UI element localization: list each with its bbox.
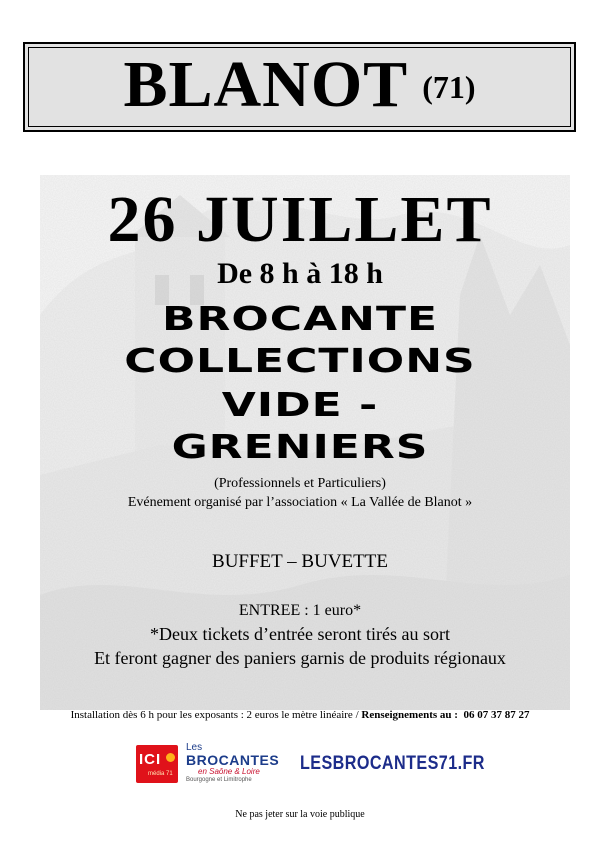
event-hours: De 8 h à 18 h: [217, 257, 383, 290]
ici-media-logo: [136, 745, 178, 783]
les-brocantes-sub: Bourgogne et Limitrophe: [186, 777, 252, 783]
installation-info: [0, 709, 600, 721]
ici-logo-text: ICI: [139, 751, 162, 768]
les-brocantes-logo: [184, 741, 294, 789]
headline-vide: VIDE -: [221, 386, 379, 425]
participants-note: (Professionnels et Particuliers): [214, 476, 386, 491]
website-url: LESBROCANTES71.FR: [300, 753, 485, 774]
ici-dot-icon: [166, 753, 175, 762]
sponsor-logos: [134, 741, 485, 789]
contact-phone: 06 07 37 87 27: [463, 709, 530, 721]
organizer-line: Evénement organisé par l’association « La Vallée de Blanot »: [127, 495, 473, 510]
les-brocantes-region: en Saône & Loire: [198, 767, 260, 776]
footer-note: Ne pas jeter sur la voie publique: [235, 809, 365, 820]
headline-greniers: GRENIERS: [171, 428, 429, 467]
headline-brocante: BROCANTE: [161, 300, 439, 339]
ici-logo-subtext: média 71: [148, 771, 173, 777]
headline-collections: COLLECTIONS: [124, 342, 476, 381]
entry-price: ENTREE : 1 euro*: [238, 602, 362, 619]
event-date: 26 JUILLET: [107, 183, 493, 256]
les-brocantes-title: BROCANTES: [186, 752, 280, 768]
department-number: (71): [422, 68, 476, 105]
les-brocantes-les: Les: [186, 742, 203, 753]
buffet-line: BUFFET – BUVETTE: [212, 551, 388, 572]
contact-label: Renseignements au :: [361, 709, 458, 721]
installation-text: Installation dès 6 h pour les exposants : 2 euros le mètre linéaire /: [70, 709, 362, 721]
raffle-line-2: Et feront gagner des paniers garnis de produits régionaux: [94, 648, 506, 668]
title-banner: [23, 42, 576, 132]
raffle-line-1: *Deux tickets d’entrée seront tirés au sort: [150, 624, 450, 644]
town-name: BLANOT: [123, 48, 409, 121]
